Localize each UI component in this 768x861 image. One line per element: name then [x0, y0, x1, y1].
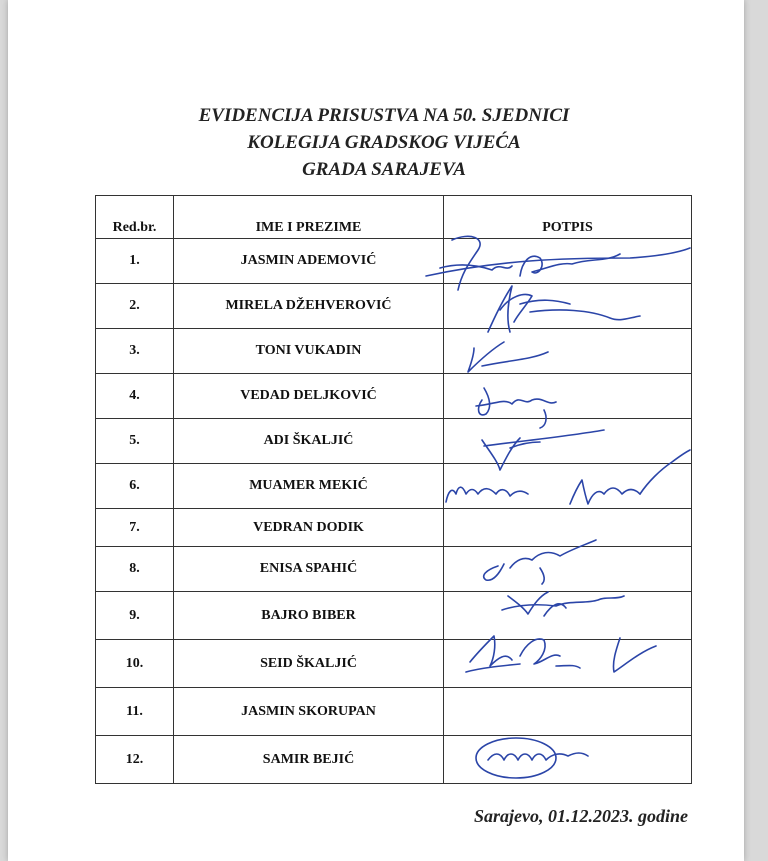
- attendance-table: [95, 195, 692, 784]
- row-number: 4.: [96, 374, 174, 419]
- place-and-date: Sarajevo, 01.12.2023. godine: [474, 806, 688, 826]
- row-number: 3.: [96, 329, 174, 374]
- signature-cell: [444, 419, 692, 464]
- row-number: 2.: [96, 284, 174, 329]
- row-name: MIRELA DŽEHVEROVIĆ: [174, 284, 444, 329]
- row-name: JASMIN SKORUPAN: [174, 688, 444, 736]
- table-row: [96, 547, 692, 592]
- table-row: [96, 640, 692, 688]
- row-number: 1.: [96, 239, 174, 284]
- row-name: SAMIR BEJIĆ: [174, 736, 444, 784]
- table-row: [96, 239, 692, 284]
- table-row: [96, 284, 692, 329]
- row-name: VEDAD DELJKOVIĆ: [174, 374, 444, 419]
- row-number: 5.: [96, 419, 174, 464]
- title-line-3: GRADA SARAJEVA: [302, 159, 466, 180]
- table-header-row: [96, 196, 692, 239]
- header-number: Red.br.: [96, 196, 174, 239]
- row-name: BAJRO BIBER: [174, 592, 444, 640]
- table-row: [96, 688, 692, 736]
- signature-cell: [444, 509, 692, 547]
- row-number: 10.: [96, 640, 174, 688]
- signature-cell: [444, 329, 692, 374]
- table-row: [96, 419, 692, 464]
- table-row: [96, 329, 692, 374]
- signature-cell: [444, 592, 692, 640]
- row-name: MUAMER MEKIĆ: [174, 464, 444, 509]
- row-number: 11.: [96, 688, 174, 736]
- row-number: 8.: [96, 547, 174, 592]
- row-name: ENISA SPAHIĆ: [174, 547, 444, 592]
- signature-cell: [444, 374, 692, 419]
- row-number: 12.: [96, 736, 174, 784]
- signature-cell: [444, 688, 692, 736]
- header-signature: POTPIS: [444, 196, 692, 239]
- table-row: [96, 736, 692, 784]
- document-title: [0, 102, 768, 183]
- row-name: ADI ŠKALJIĆ: [174, 419, 444, 464]
- signature-cell: [444, 284, 692, 329]
- row-name: VEDRAN DODIK: [174, 509, 444, 547]
- table-row: [96, 464, 692, 509]
- signature-cell: [444, 640, 692, 688]
- row-number: 7.: [96, 509, 174, 547]
- title-line-1: EVIDENCIJA PRISUSTVA NA 50. SJEDNICI: [198, 105, 570, 126]
- table-row: [96, 374, 692, 419]
- row-name: SEID ŠKALJIĆ: [174, 640, 444, 688]
- signature-cell: [444, 464, 692, 509]
- row-number: 9.: [96, 592, 174, 640]
- table-row: [96, 509, 692, 547]
- row-number: 6.: [96, 464, 174, 509]
- signature-cell: [444, 547, 692, 592]
- table-row: [96, 592, 692, 640]
- header-name: IME I PREZIME: [174, 196, 444, 239]
- row-name: JASMIN ADEMOVIĆ: [174, 239, 444, 284]
- signature-cell: [444, 239, 692, 284]
- signature-cell: [444, 736, 692, 784]
- title-line-2: KOLEGIJA GRADSKOG VIJEĆA: [247, 132, 521, 153]
- row-name: TONI VUKADIN: [174, 329, 444, 374]
